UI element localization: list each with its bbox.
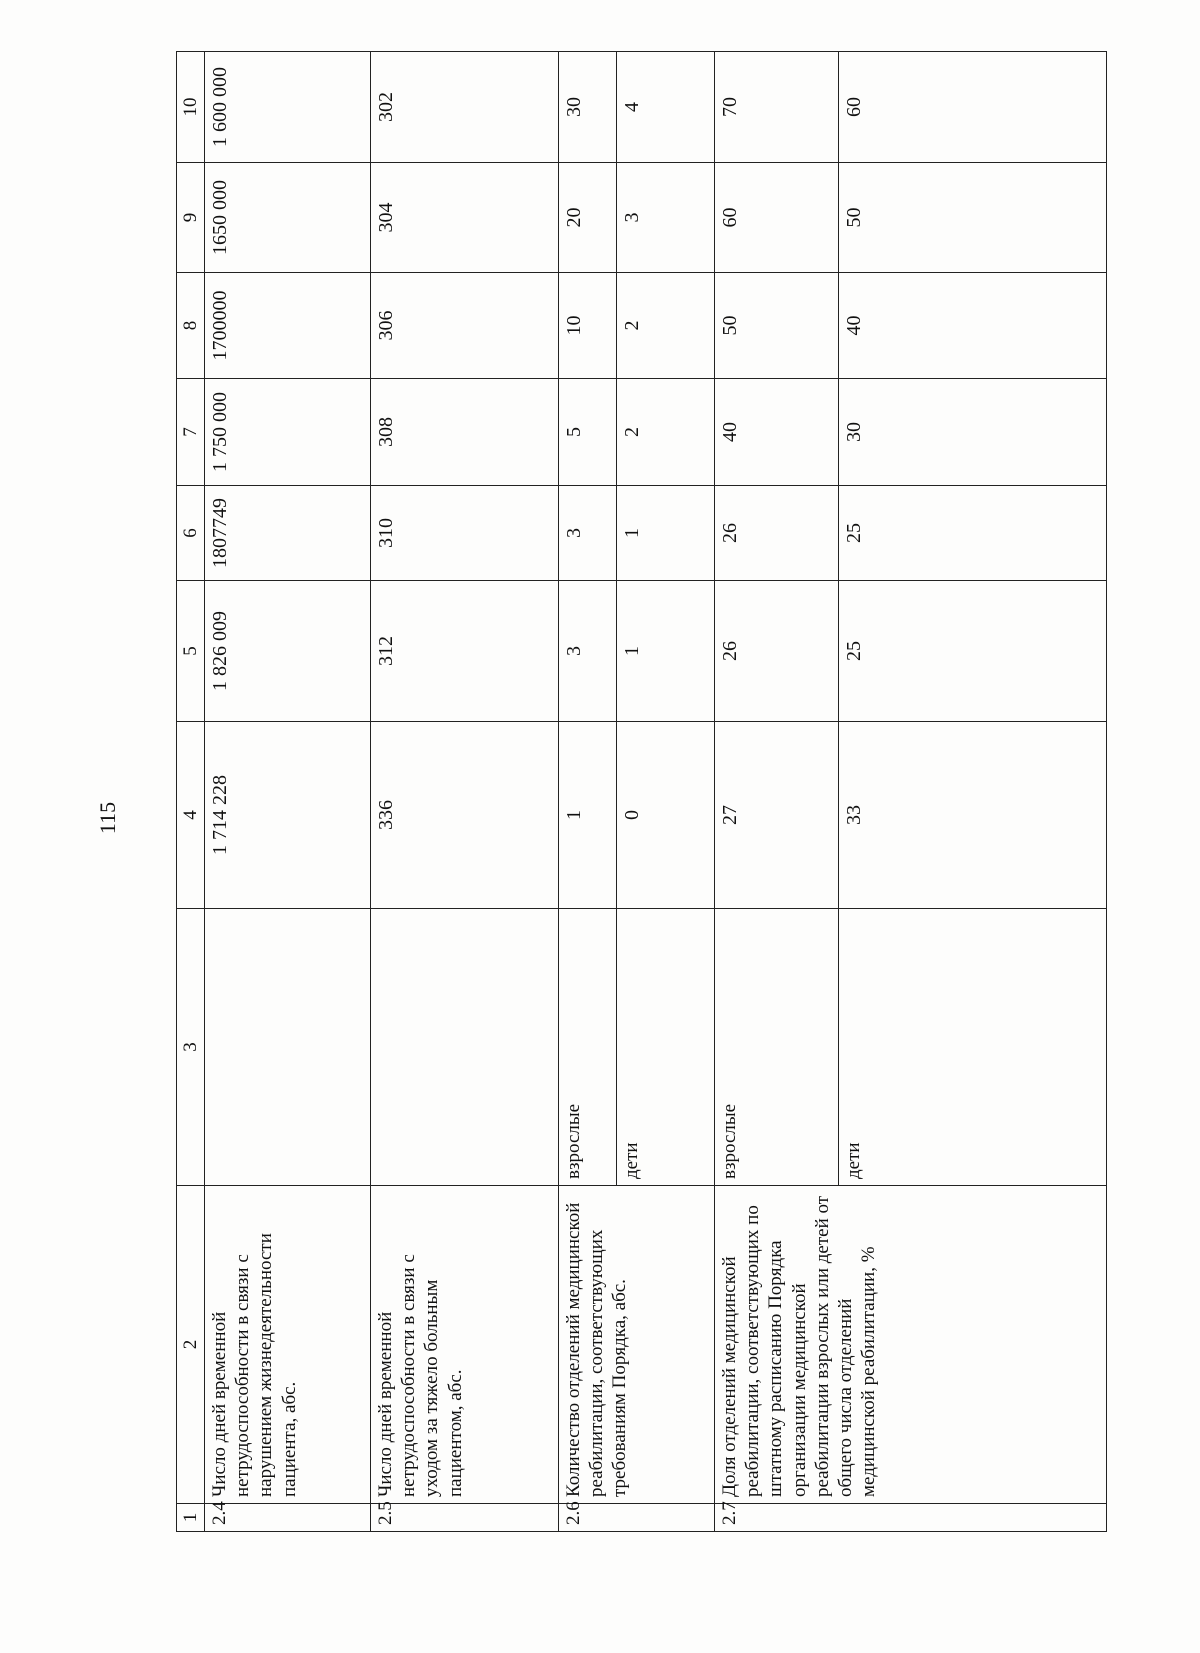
value-cell: 10 xyxy=(559,273,617,379)
indicator-table xyxy=(176,51,1107,1532)
value-cell: 1 xyxy=(617,486,715,581)
value-cell: 2 xyxy=(617,273,715,379)
row-category: взрослые xyxy=(559,909,617,1186)
header-cell: 8 xyxy=(177,273,205,379)
row-category: дети xyxy=(617,909,715,1186)
value-cell: 1 xyxy=(559,722,617,909)
row-code: 2.4 xyxy=(205,1504,371,1532)
row-indicator-name: Число дней временной нетрудоспособности в связи с нарушением жизнедеятельности пациента, абс. xyxy=(205,1186,371,1504)
header-cell: 5 xyxy=(177,581,205,722)
table-row xyxy=(715,52,839,1532)
value-cell: 312 xyxy=(371,581,559,722)
header-cell: 10 xyxy=(177,52,205,163)
value-cell: 0 xyxy=(617,722,715,909)
value-cell: 306 xyxy=(371,273,559,379)
row-code: 2.6 xyxy=(559,1504,715,1532)
value-cell: 25 xyxy=(839,581,1107,722)
row-code: 2.5 xyxy=(371,1504,559,1532)
value-cell: 27 xyxy=(715,722,839,909)
value-cell: 20 xyxy=(559,163,617,273)
value-cell: 70 xyxy=(715,52,839,163)
value-cell: 1 714 228 xyxy=(205,722,371,909)
value-cell: 1 826 009 xyxy=(205,581,371,722)
value-cell: 1 600 000 xyxy=(205,52,371,163)
row-code: 2.7 xyxy=(715,1504,1107,1532)
value-cell: 304 xyxy=(371,163,559,273)
row-indicator-name: Количество отделений медицинской реабилитации, соответствующих требованиям Порядка, абс. xyxy=(559,1186,715,1504)
header-cell: 6 xyxy=(177,486,205,581)
row-indicator-name: Доля отделений медицинской реабилитации, соответствующих по штатному расписанию Порядка организации медицинской реабилитации взрослых или детей от общего числа отделений медицинской реабилитации, % xyxy=(715,1186,1107,1504)
value-cell: 40 xyxy=(715,379,839,486)
value-cell: 336 xyxy=(371,722,559,909)
value-cell: 310 xyxy=(371,486,559,581)
header-cell: 9 xyxy=(177,163,205,273)
table-row xyxy=(371,52,559,1532)
header-cell: 7 xyxy=(177,379,205,486)
value-cell: 1807749 xyxy=(205,486,371,581)
row-category: взрослые xyxy=(715,909,839,1186)
page-number: 115 xyxy=(95,801,120,835)
value-cell: 308 xyxy=(371,379,559,486)
value-cell: 26 xyxy=(715,486,839,581)
value-cell: 50 xyxy=(839,163,1107,273)
value-cell: 40 xyxy=(839,273,1107,379)
header-cell: 3 xyxy=(177,909,205,1186)
row-category: дети xyxy=(839,909,1107,1186)
row-indicator-name: Число дней временной нетрудоспособности в связи с уходом за тяжело больным пациентом, абс. xyxy=(371,1186,559,1504)
value-cell: 33 xyxy=(839,722,1107,909)
value-cell: 26 xyxy=(715,581,839,722)
value-cell: 3 xyxy=(559,486,617,581)
value-cell: 5 xyxy=(559,379,617,486)
value-cell: 4 xyxy=(617,52,715,163)
value-cell: 3 xyxy=(617,163,715,273)
value-cell: 1 750 000 xyxy=(205,379,371,486)
header-cell: 1 xyxy=(177,1504,205,1532)
header-row xyxy=(177,52,205,1532)
value-cell: 60 xyxy=(839,52,1107,163)
value-cell: 50 xyxy=(715,273,839,379)
value-cell: 25 xyxy=(839,486,1107,581)
table-row xyxy=(205,52,371,1532)
table-row xyxy=(559,52,617,1532)
value-cell: 1700000 xyxy=(205,273,371,379)
row-category xyxy=(205,909,371,1186)
rotated-page-content xyxy=(176,52,1106,1532)
value-cell: 1 xyxy=(617,581,715,722)
value-cell: 3 xyxy=(559,581,617,722)
value-cell: 30 xyxy=(839,379,1107,486)
value-cell: 2 xyxy=(617,379,715,486)
value-cell: 302 xyxy=(371,52,559,163)
value-cell: 60 xyxy=(715,163,839,273)
row-category xyxy=(371,909,559,1186)
value-cell: 1650 000 xyxy=(205,163,371,273)
header-cell: 4 xyxy=(177,722,205,909)
header-cell: 2 xyxy=(177,1186,205,1504)
value-cell: 30 xyxy=(559,52,617,163)
